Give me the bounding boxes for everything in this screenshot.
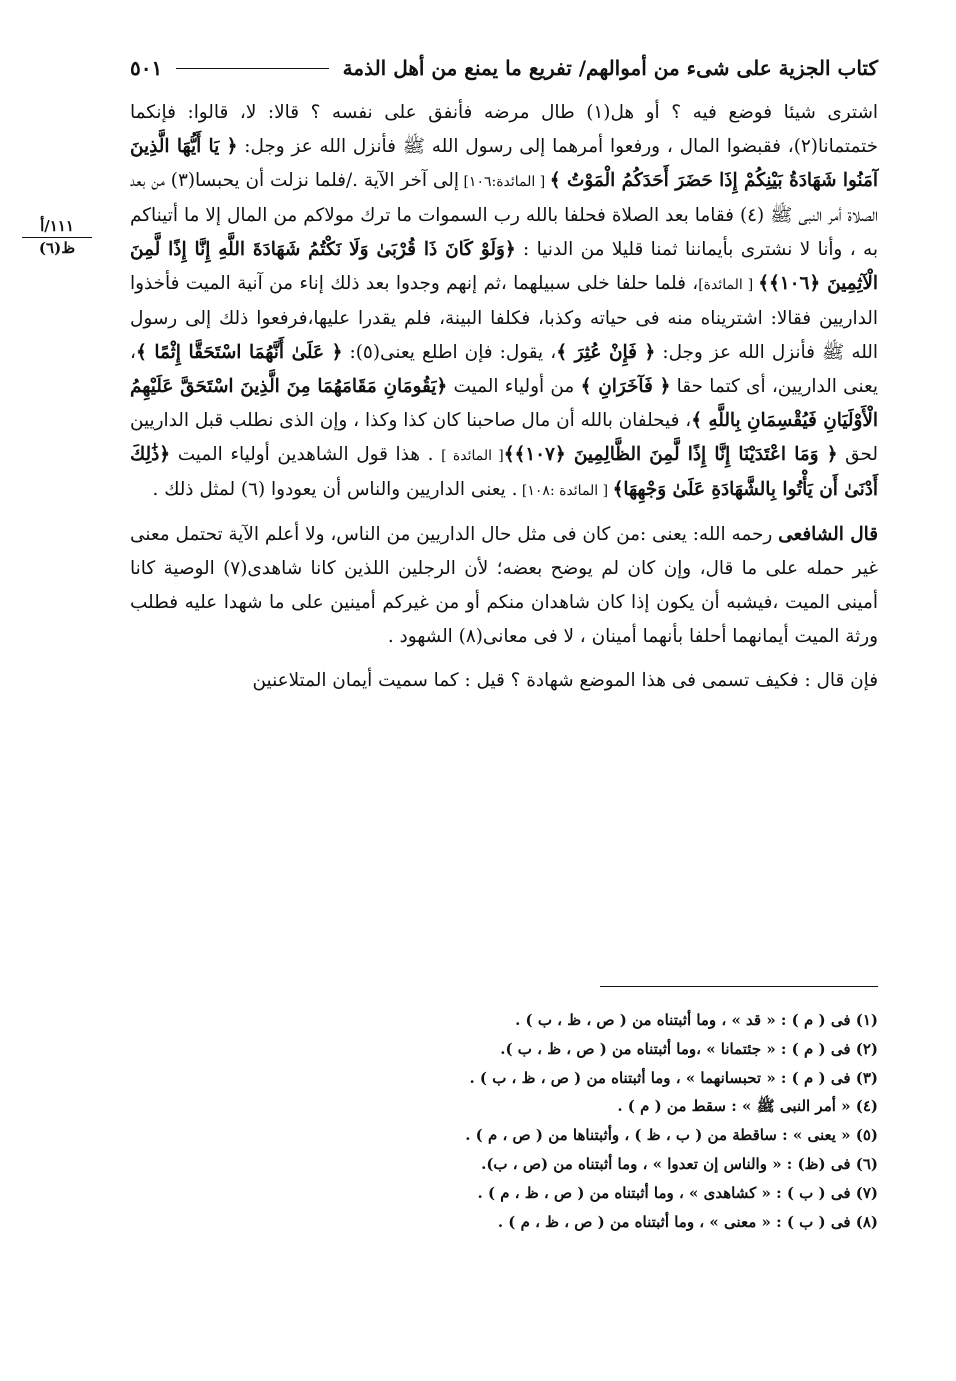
running-header [130,52,878,84]
text-run: رحمه الله: يعنى :من كان فى مثل حال الداريين من الناس، ولا أعلم الآية تحتمل معنى غير حمله على ما قال، وإن كان لم يوضح بعضه؛ لأن الرجلين اللذين كانا شاهدى(٧) الوصية كانا أمينى الميت ،فيشبه أن يكون إذا كان شاهدان منكم أو من غيركم أمينين على ما شهدا عليه فطلب ورثة الميت أيمانهما أحلفا بأنهما أمينان ، لا فى معانى(٨) الشهود . [130,524,878,647]
verse-reference: [ المائدة] [698,277,759,293]
text-run: ، فيحلفان بالله أن مال صاحبنا كان كذا وكذا ، وإن الذى نطلب قبل الداريين لحق [130,410,878,465]
footnote-7: (٧) فى ( ب ) : « كشاهدى » ، وما أثبتناه من ( ص ، ظ ، م ) . [477,1183,878,1202]
text-run: ، فلما حلفا خلى سبيلهما ،ثم إنهم وجدوا بعد ذلك إناء من آنية الميت فأخذوا الداريين فقالا: اشتريناه منه فى حياته وكذبا، فكلفا البينة، فلم يقدرا عليها،فرفعوا ذلك إلى رسول الله ﷺ فأنزل الله عز وجل: [130,273,878,363]
paragraph [130,518,878,654]
footnote-8: (٨) فى ( ب ) : « معنى » ، وما أثبتناه من ( ص ، ظ ، م ) . [497,1212,878,1231]
text-run: إلى آخر الآية ./فلما نزلت أن يحبسا(٣) من بعد الصلاة أمر النبى ﷺ (٤) فقاما بعد الصلاة فحلفا بالله رب السموات ما ترك مولاكم من المال إلا ما أتيناكم به ، وأنا لا نشترى بأيماننا ثمنا قليلا من الدنيا : [130,170,878,260]
footnote-2: (٢) فى ( م ) : « جئتمانا » ،وما أثبتناه من ( ص ، ظ ، ب ). [500,1039,878,1058]
manuscript-siglum: ظ(٦) [38,239,76,258]
quran-verse: ﴿وَلَوْ كَانَ ذَا قُرْبَىٰ وَلَا نَكْتُمُ شَهَادَةَ اللَّهِ إِنَّا إِذًا لَّمِنَ الْآثِمِينَ ﴿١٠٦﴾﴾ [130,239,878,294]
header-rule [176,68,328,69]
text-run: . يعنى الداريين والناس أن يعودوا (٦) لمثل ذلك . [152,479,518,500]
page-number: ٥٠١ [130,56,163,80]
manuscript-folio-note [22,218,92,258]
footnote-3: (٣) فى ( م ) : « تحبسانهما » ، وما أثبتناه من ( ص ، ظ ، ب ) . [469,1068,878,1087]
text-run: ، يعنى الداريين، أى كتما حقا [130,342,878,397]
header-title: كتاب الجزية على شىء من أموالهم/ تفريع ما يمنع من أهل الذمة [342,56,878,80]
verse-reference: [ المائدة :١٠٨] [517,483,613,499]
text-run: ، يقول: فإن اطلع يعنى(٥): [342,342,557,363]
quran-verse: ﴿ فَآخَرَانِ ﴾ [580,376,671,397]
footnote-separator [600,986,878,987]
paragraph [130,664,878,698]
footnote-1: (١) فى ( م ) : « قد » ، وما أثبتناه من ( ص ، ظ ، ب ) . [515,1011,878,1029]
speaker-name: قال الشافعى [778,524,879,545]
text-run: من أولياء الميت [447,376,581,397]
quran-verse: ﴿ وَمَا اعْتَدَيْنَا إِنَّا إِذًا لَّمِنَ الظَّالِمِينَ ﴿١٠٧﴾﴾ [503,444,838,465]
footnote-4: (٤) « أمر النبى ﷺ » : سقط من ( م ) . [617,1097,878,1116]
text-run: فإن قال : فكيف تسمى فى هذا الموضع شهادة ؟ قيل : كما سميت أيمان المتلاعنين [252,670,878,691]
main-text [130,96,878,698]
footnotes [130,1006,878,1236]
quran-verse: ﴿يَقُومَانِ مَقَامَهُمَا مِنَ الَّذِينَ اسْتَحَقَّ عَلَيْهِمُ الْأَوْلَيَانِ فَيُقْسِمَانِ بِاللَّهِ ﴾ [130,376,878,431]
quran-verse: ﴿ فَإِنْ عُثِرَ ﴾ [556,342,656,363]
quran-verse: ﴿ذَٰلِكَ أَدْنَىٰ أَن يَأْتُوا بِالشَّهَادَةِ عَلَىٰ وَجْهِهَا﴾ [130,444,878,500]
paragraph [130,96,878,508]
verse-reference: [ المائدة:١٠٦] [458,174,550,190]
footnote-5: (٥) « يعنى » : ساقطة من ( ب ، ظ ) ، وأثبتناها من ( ص ، م ) . [465,1126,878,1145]
folio-reference: ١١١/أ [22,218,92,238]
footnote-6: (٦) فى (ظ) : « والناس إن تعدوا » ، وما أثبتناه من (ص ، ب). [481,1154,878,1173]
text-run: . هذا قول الشاهدين أولياء الميت [170,444,442,465]
text-run: اشترى شيئا فوضع فيه ؟ أو هل(١) طال مرضه فأنفق على نفسه ؟ قالا: لا، قالوا: فإنكما ختمتمانا(٢)، فقبضوا المال ، ورفعوا أمرهما إلى رسول الله ﷺ فأنزل الله عز وجل: [130,102,878,157]
verse-reference: [ المائدة ] [441,448,504,464]
quran-verse: ﴿ عَلَىٰ أَنَّهُمَا اسْتَحَقَّا إِثْمًا ﴾ [135,342,343,363]
quran-verse: ﴿ يَا أَيُّهَا الَّذِينَ آمَنُوا شَهَادَةُ بَيْنِكُمْ إِذَا حَضَرَ أَحَدَكُمُ الْمَوْتُ ﴾ [130,136,878,191]
